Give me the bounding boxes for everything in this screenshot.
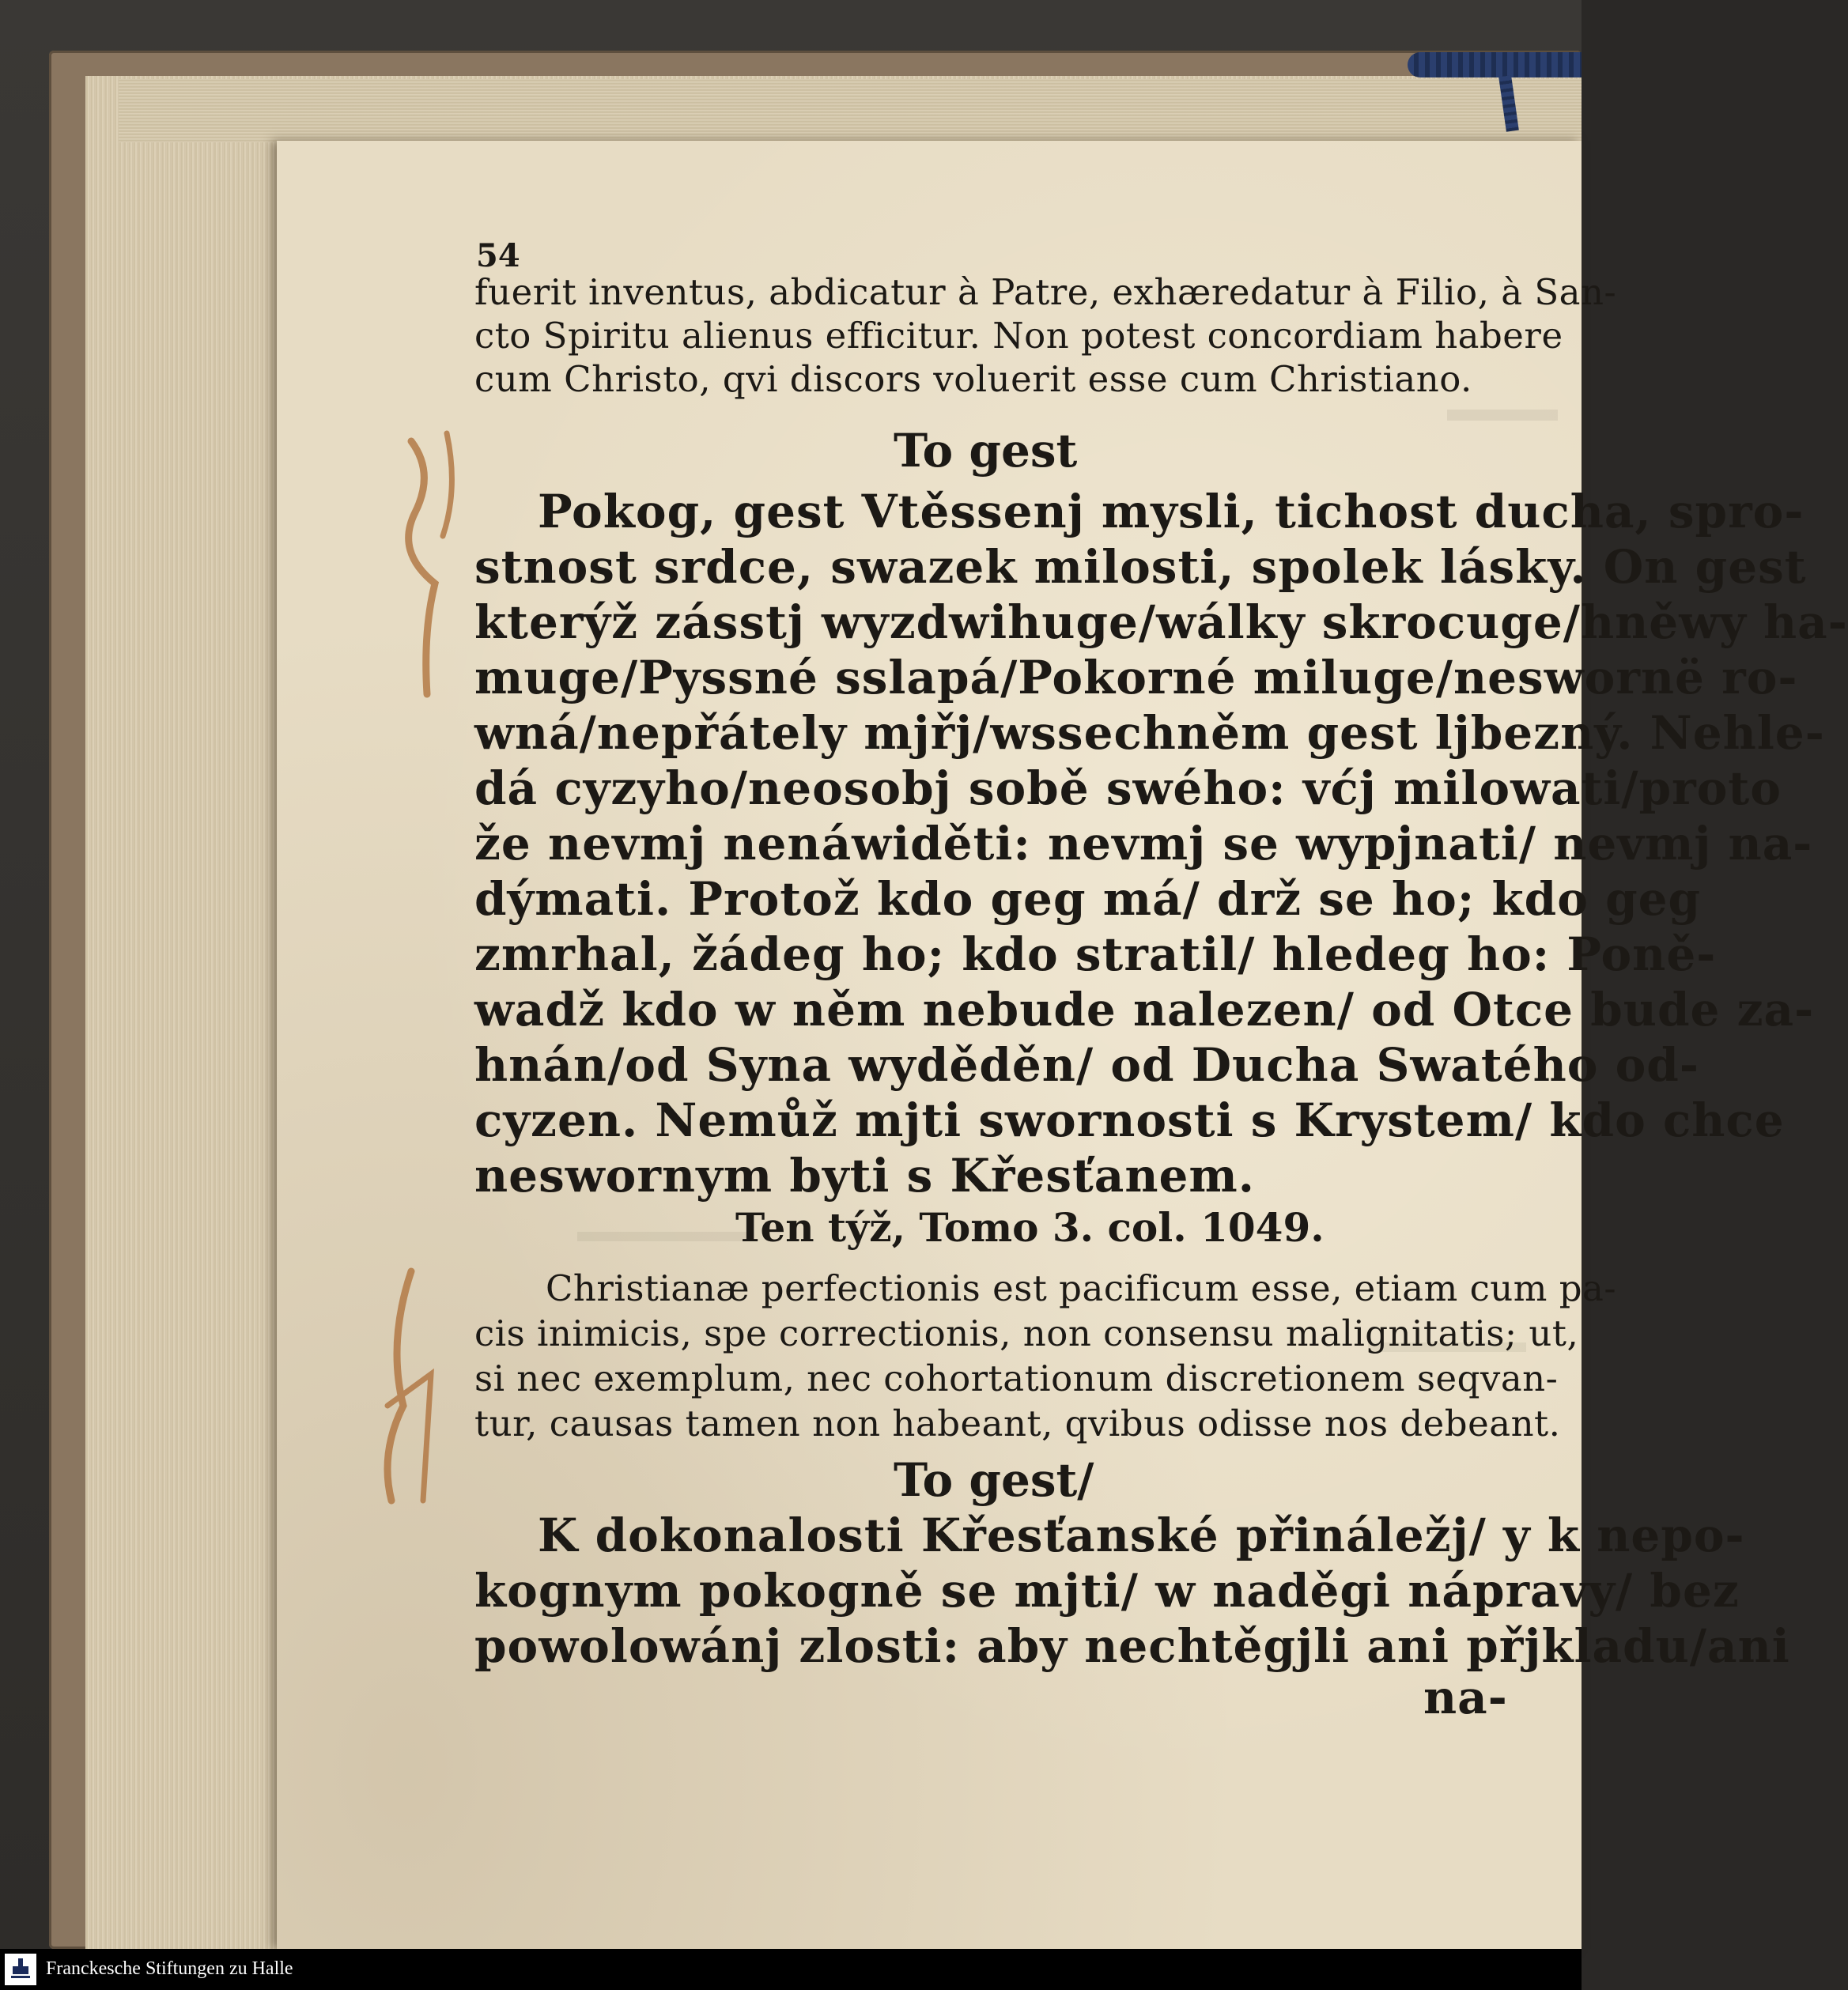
czech-line: wná/nepřátely mjřj/wssechněm gest ljbezný. Nehle- [474, 706, 1825, 760]
catchword: na- [1423, 1671, 1508, 1724]
czech-line: kognym pokogně se mjti/ w naděgi nápravy/ bez [474, 1564, 1740, 1618]
institution-name: Franckesche Stiftungen zu Halle [46, 1958, 293, 1979]
czech-line: cyzen. Nemůž mjti swornosti s Krystem/ kdo chce [474, 1093, 1785, 1147]
latin-line: fuerit inventus, abdicatur à Patre, exhæredatur à Filio, à San- [474, 271, 1617, 313]
latin-line: cum Christo, qvi discors voluerit esse cum Christiano. [474, 358, 1472, 400]
latin-line: cis inimicis, spe correctionis, non consensu malignitatis; ut, [474, 1312, 1579, 1354]
latin-line: tur, causas tamen non habeant, qvibus odisse nos debeant. [474, 1403, 1561, 1444]
page-number: 54 [476, 237, 520, 274]
czech-line: K dokonalosti Křesťanské přináležj/ y k nepo- [538, 1509, 1745, 1562]
czech-line: že nevmj nenáwiděti: nevmj se wypjnati/ nevmj na- [474, 817, 1813, 870]
czech-line: zmrhal, žádeg ho; kdo stratil/ hledeg ho: Poně- [474, 927, 1717, 981]
czech-line: kterýž zásstj wyzdwihuge/wálky skrocuge/hněwy ha- [474, 595, 1848, 649]
book-page [277, 141, 1848, 1949]
source-reference: Ten týž, Tomo 3. col. 1049. [735, 1204, 1325, 1251]
latin-line: si nec exemplum, nec cohortationum discretionem seqvan- [474, 1358, 1559, 1399]
czech-line: neswornym byti s Křesťanem. [474, 1149, 1255, 1203]
show-through-mark [1447, 410, 1558, 421]
institution-logo-icon [5, 1954, 36, 1985]
section-heading: To gest/ [894, 1453, 1094, 1507]
czech-line: hnán/od Syna wyděděn/ od Ducha Swatého od- [474, 1038, 1699, 1092]
latin-line: Christianæ perfectionis est pacificum esse, etiam cum pa- [546, 1267, 1617, 1309]
czech-line: wadž kdo w něm nebude nalezen/ od Otce bude za- [474, 983, 1815, 1037]
czech-line: powolowánj zlosti: aby nechtěgjli ani přjkladu/ani [474, 1619, 1790, 1673]
czech-line: stnost srdce, swazek milosti, spolek lásky. On gest [474, 540, 1807, 594]
czech-line: dýmati. Protož kdo geg má/ drž se ho; kdo geg [474, 872, 1702, 926]
footer-bar [0, 1949, 1582, 1990]
marginal-annotation-mark [380, 425, 474, 742]
latin-line: cto Spiritu alienus efficitur. Non potest concordiam habere [474, 315, 1563, 357]
czech-line: dá cyzyho/neosobj sobě swého: vćj milowati/proto [474, 761, 1782, 815]
section-heading: To gest [894, 424, 1078, 478]
czech-line: Pokog, gest Vtěssenj mysli, tichost ducha, spro- [538, 485, 1805, 538]
czech-line: muge/Pyssné sslapá/Pokorné miluge/neswornë ro- [474, 651, 1798, 704]
page-edges-top [119, 79, 1582, 142]
show-through-mark [577, 1232, 751, 1241]
bookmark-ribbon [1408, 52, 1582, 77]
marginal-annotation-mark [356, 1248, 451, 1611]
